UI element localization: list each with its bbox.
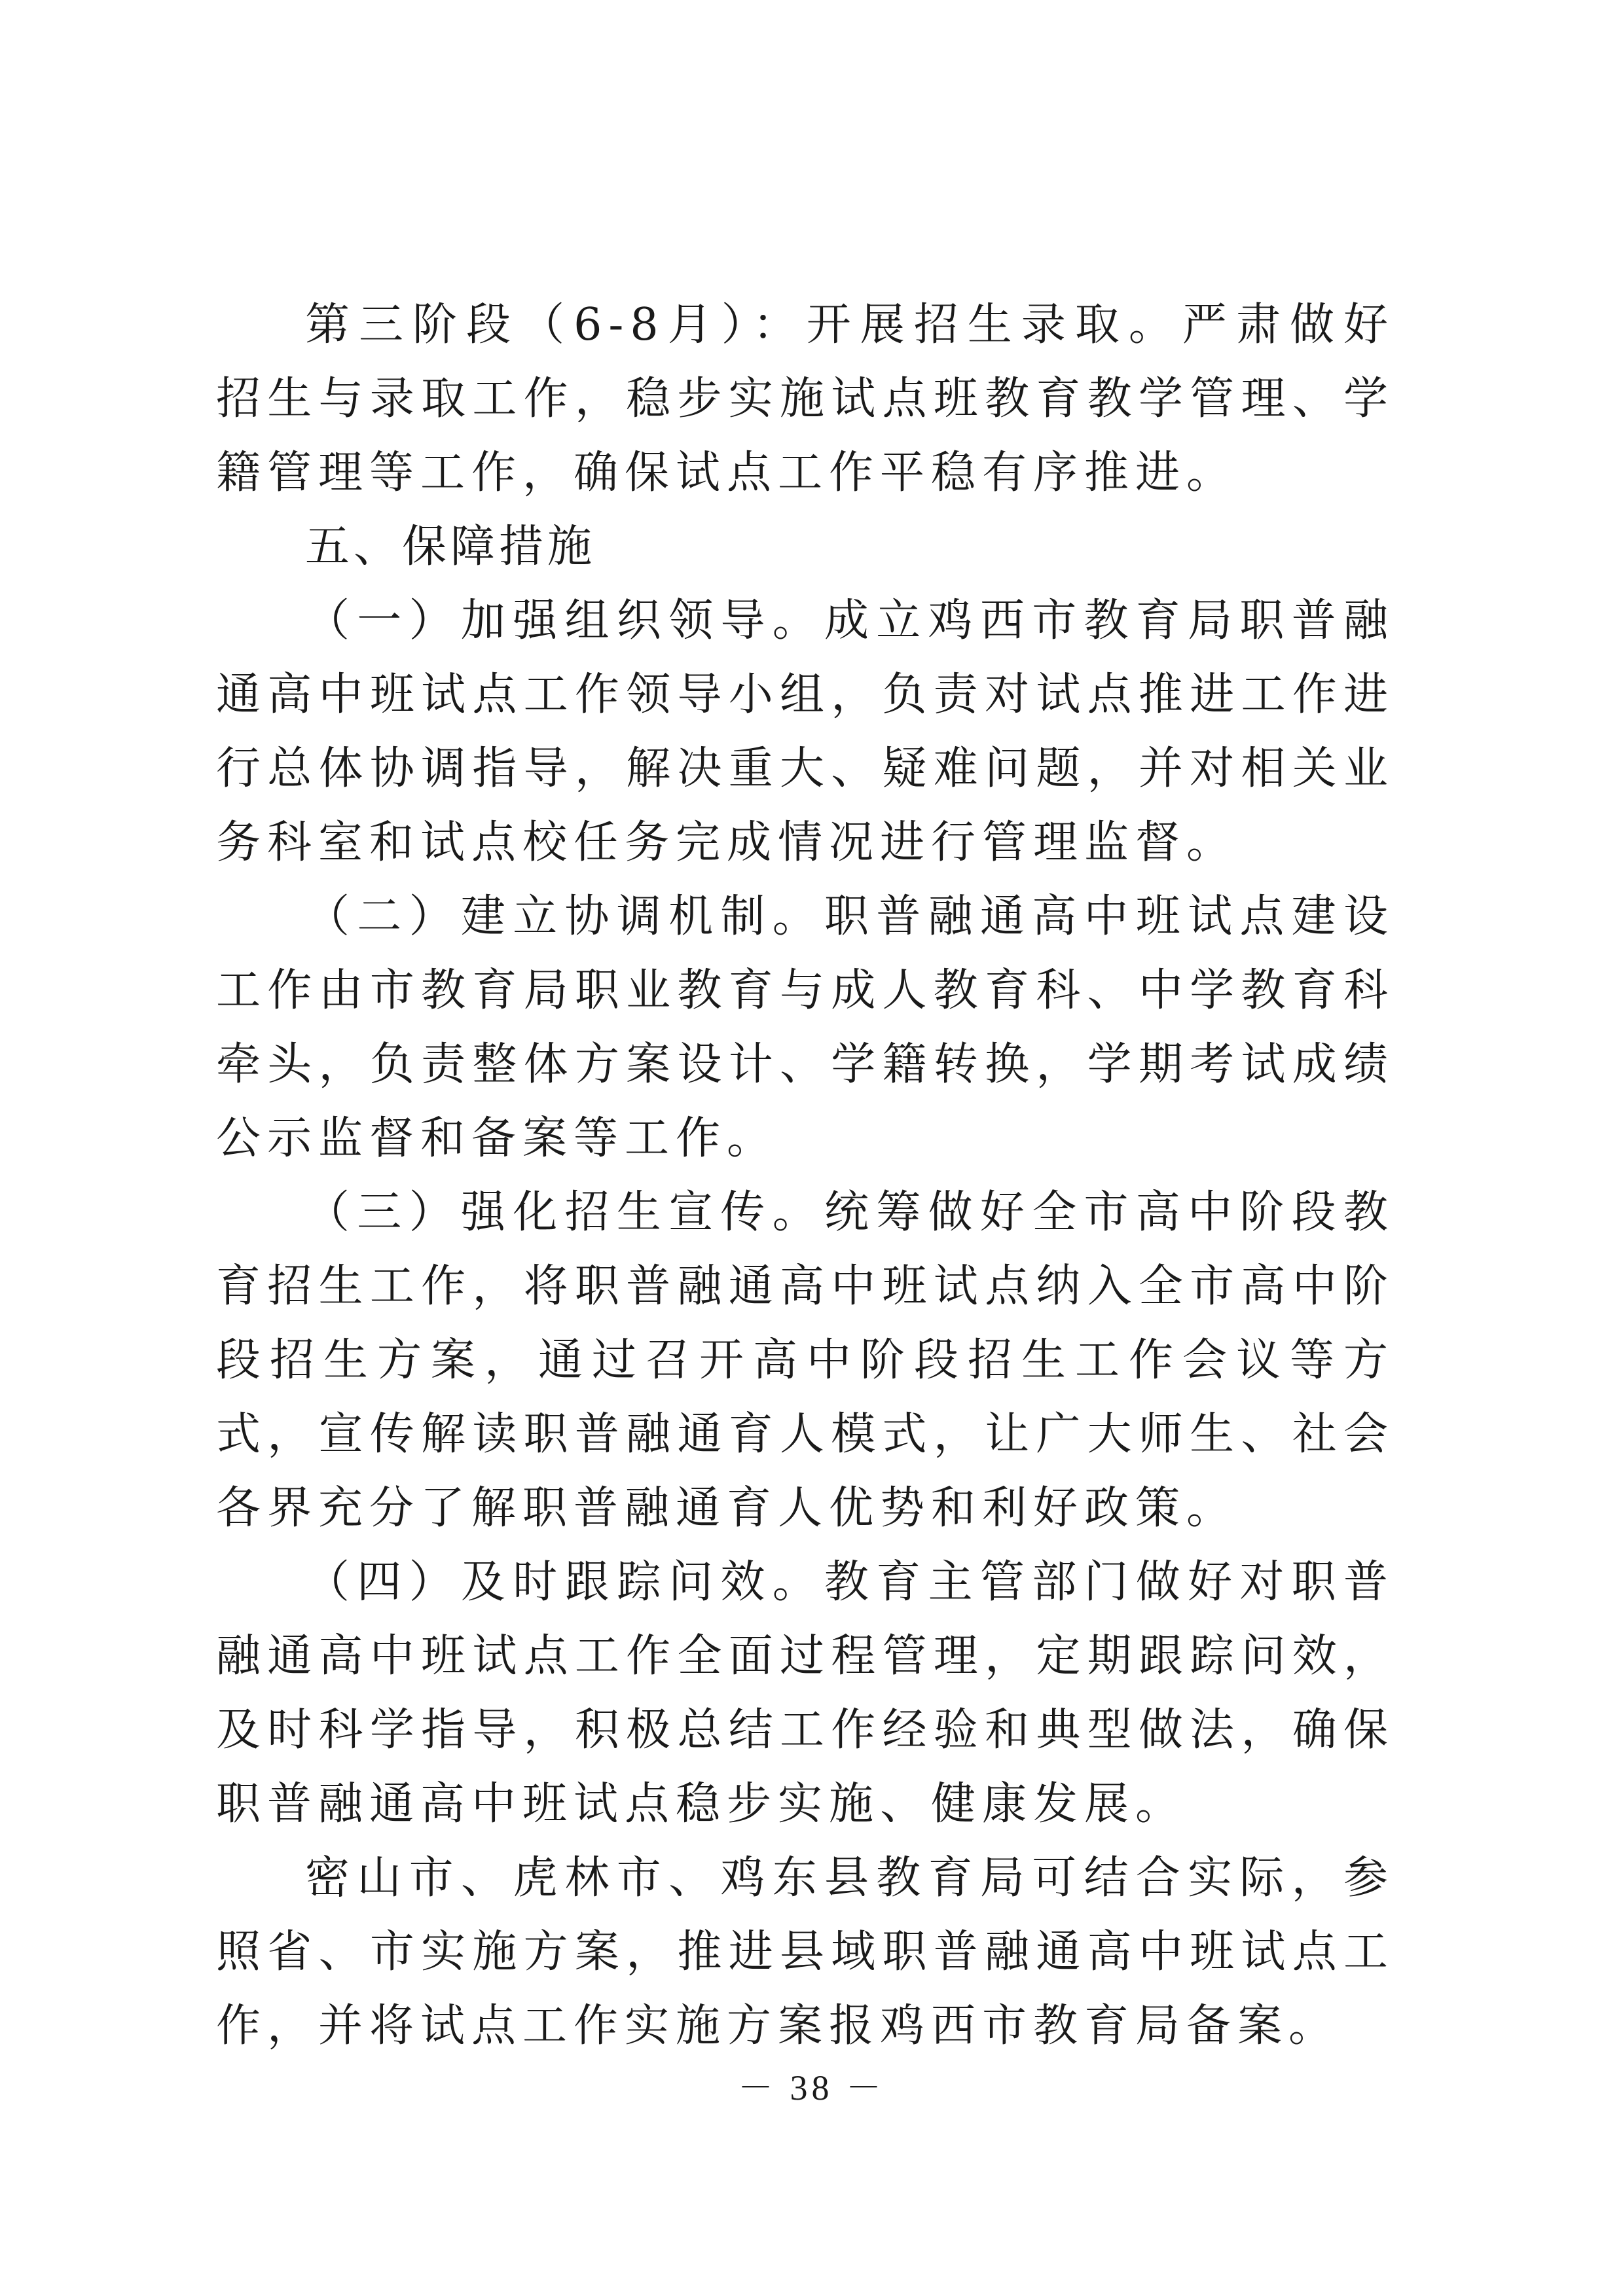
paragraph-enrollment-publicity: （三）强化招生宣传。统筹做好全市高中阶段教育招生工作，将职普融通高中班试点纳入全市高中阶段招生方案，通过召开高中阶段招生工作会议等方式，宣传解读职普融通育人模式，让广大师生、社会各界充分了解职普融通育人优势和利好政策。 [216, 1187, 1395, 1534]
paragraph-stage-three: 第三阶段（6-8月）：开展招生录取。严肃做好招生与录取工作，稳步实施试点班教育教学管理、学籍管理等工作，确保试点工作平稳有序推进。 [216, 299, 1395, 499]
paragraph-organization-leadership: （一）加强组织领导。成立鸡西市教育局职普融通高中班试点工作领导小组，负责对试点推进工作进行总体协调指导，解决重大、疑难问题，并对相关业务科室和试点校任务完成情况进行管理监督。 [216, 595, 1395, 869]
document-body [216, 288, 1395, 2063]
paragraph-coordination-mechanism: （二）建立协调机制。职普融通高中班试点建设工作由市教育局职业教育与成人教育科、中学教育科牵头，负责整体方案设计、学籍转换，学期考试成绩公示监督和备案等工作。 [216, 891, 1395, 1164]
paragraph-tracking-accountability: （四）及时跟踪问效。教育主管部门做好对职普融通高中班试点工作全面过程管理，定期跟踪问效，及时科学指导，积极总结工作经验和典型做法，确保职普融通高中班试点稳步实施、健康发展。 [216, 1556, 1395, 1830]
page-number: － 38 － [738, 2068, 885, 2108]
section-heading-safeguards: 五、保障措施 [305, 521, 596, 573]
paragraph-county-implementation: 密山市、虎林市、鸡东县教育局可结合实际，参照省、市实施方案，推进县域职普融通高中班试点工作，并将试点工作实施方案报鸡西市教育局备案。 [216, 1852, 1395, 2052]
